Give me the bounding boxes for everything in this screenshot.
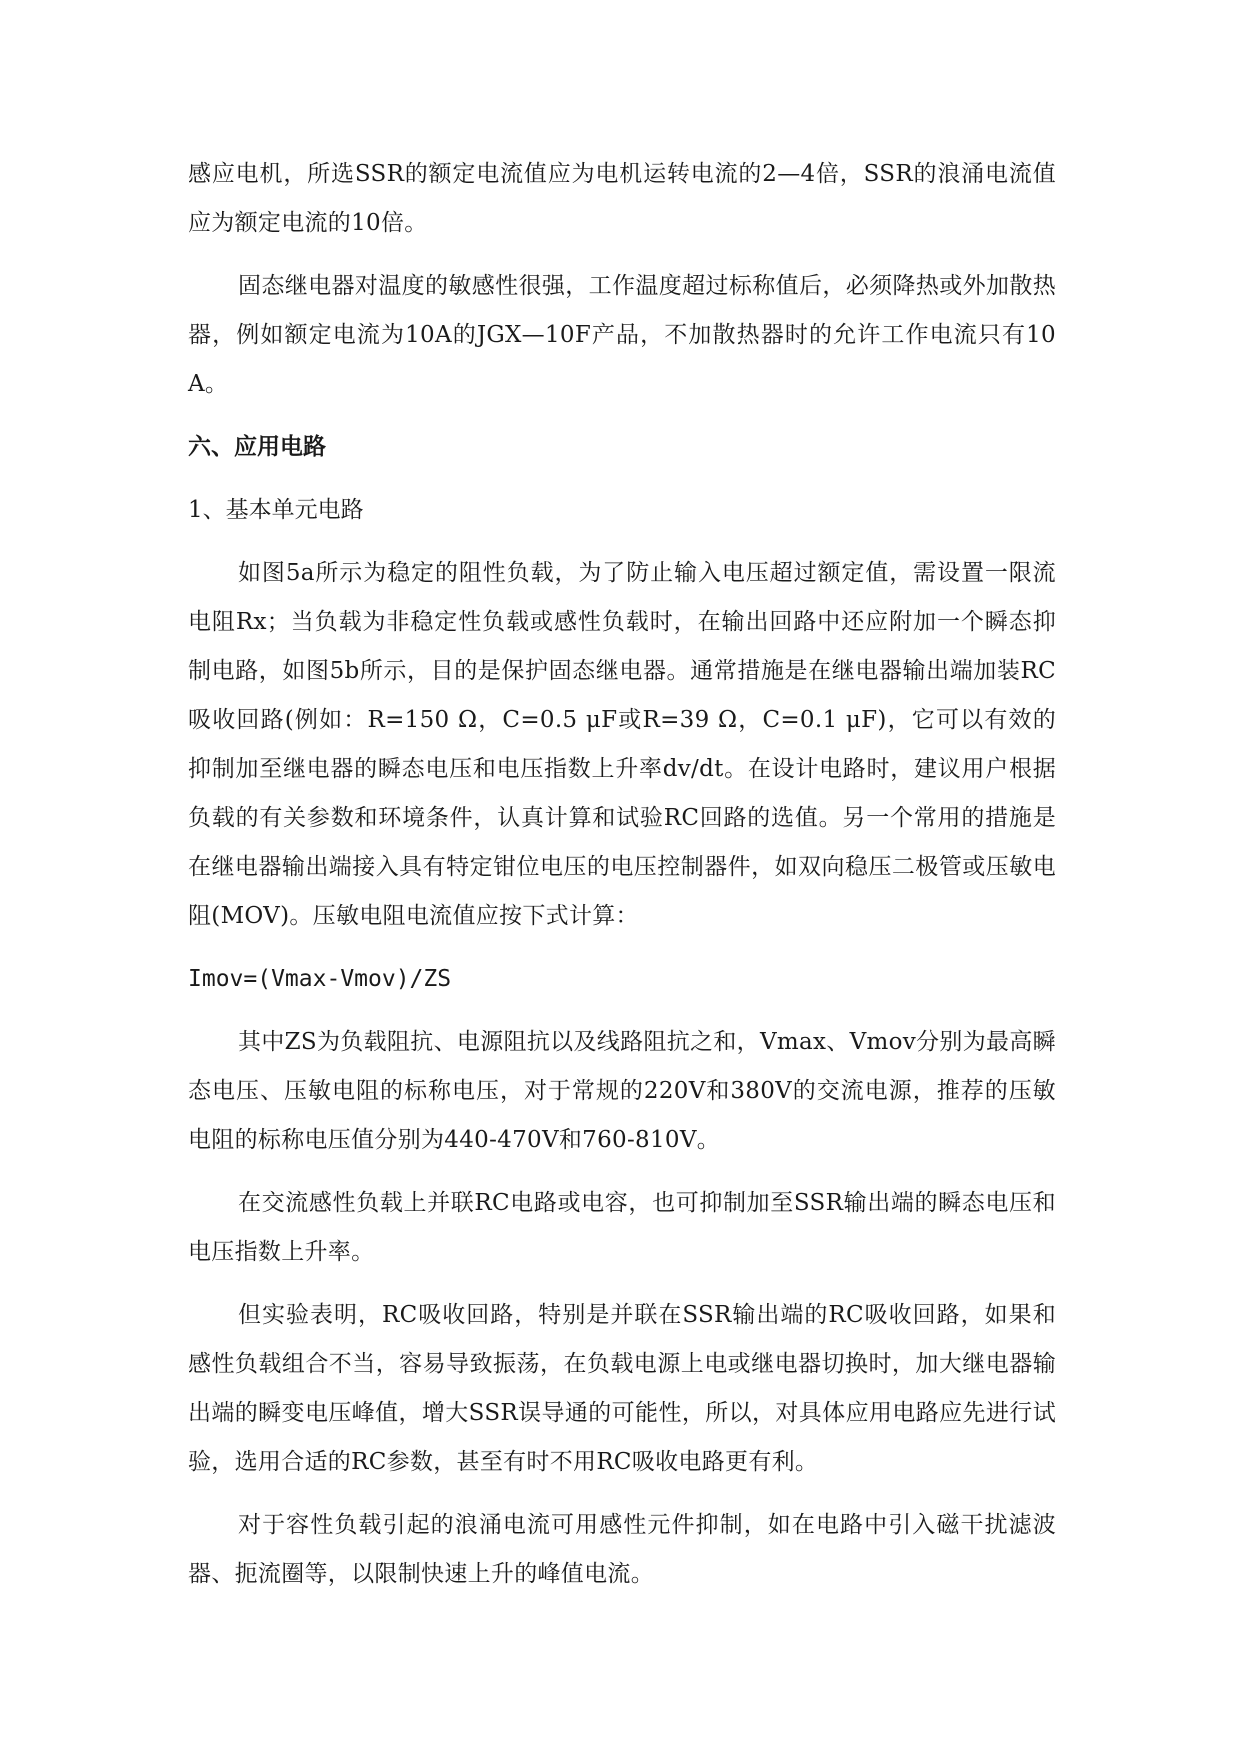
paragraph-temperature: 固态继电器对温度的敏感性很强，工作温度超过标称值后，必须降热或外加散热器，例如额定电流为10A的JGX—10F产品，不加散热器时的允许工作电流只有10A。 <box>188 273 1056 397</box>
paragraph-rc-caution: 但实验表明，RC吸收回路，特别是并联在SSR输出端的RC吸收回路，如果和感性负载组合不当，容易导致振荡，在负载电源上电或继电器切换时，加大继电器输出端的瞬变电压峰值，增大SSR误导通的可能性，所以，对具体应用电路应先进行试验，选用合适的RC参数，甚至有时不用RC吸收电路更有利。 <box>188 1302 1056 1475</box>
section-heading: 六、应用电路 <box>188 434 326 460</box>
document-body <box>188 150 1056 1613</box>
paragraph-basic-circuit: 如图5a所示为稳定的阻性负载，为了防止输入电压超过额定值，需设置一限流电阻Rx；当负载为非稳定性负载或感性负载时，在输出回路中还应附加一个瞬态抑制电路，如图5b所示，目的是保护固态继电器。通常措施是在继电器输出端加装RC吸收回路(例如：R=150 Ω，C=0.5 μF或R=39 Ω，C=0.1 μF)，它可以有效的抑制加至继电器的瞬态电压和电压指数上升率dv/dt。在设计电路时，建议用户根据负载的有关参数和环境条件，认真计算和试验RC回路的选值。另一个常用的措施是在继电器输出端接入具有特定钳位电压的电压控制器件，如双向稳压二极管或压敏电阻(MOV)。压敏电阻电流值应按下式计算： <box>188 560 1056 929</box>
paragraph-varistor: 其中ZS为负载阻抗、电源阻抗以及线路阻抗之和，Vmax、Vmov分别为最高瞬态电压、压敏电阻的标称电压，对于常规的220V和380V的交流电源，推荐的压敏电阻的标称电压值分别为440-470V和760-810V。 <box>188 1029 1056 1153</box>
subsection-heading: 1、基本单元电路 <box>188 497 364 523</box>
formula-imov: Imov=(Vmax-Vmov)/ZS <box>188 966 452 992</box>
paragraph-capacitive-load: 对于容性负载引起的浪涌电流可用感性元件抑制，如在电路中引入磁干扰滤波器、扼流圈等，以限制快速上升的峰值电流。 <box>188 1512 1056 1587</box>
paragraph-rc-parallel: 在交流感性负载上并联RC电路或电容，也可抑制加至SSR输出端的瞬态电压和电压指数上升率。 <box>188 1190 1056 1265</box>
paragraph-motor-current: 感应电机，所选SSR的额定电流值应为电机运转电流的2—4倍，SSR的浪涌电流值应为额定电流的10倍。 <box>188 161 1056 236</box>
